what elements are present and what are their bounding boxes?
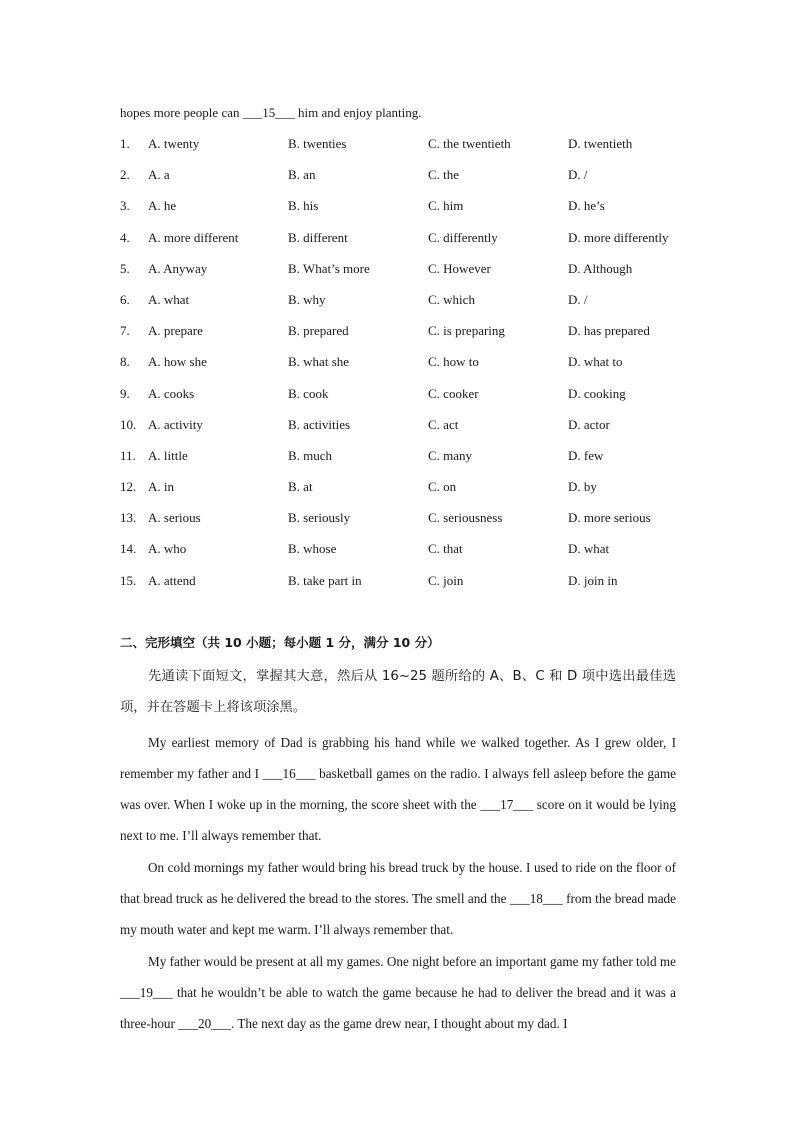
option-d: D. twentieth (568, 136, 633, 151)
option-c: C. which (428, 291, 475, 307)
option-b: B. prepared (288, 323, 349, 339)
question-number: 8. (120, 354, 130, 370)
section-instruction: 先通读下面短文，掌握其大意，然后从 16~25 题所给的 A、B、C 和 D 项中选出最佳选项，并在答题卡上将该项涂黑。 (120, 669, 676, 715)
question-number: 14. (120, 541, 137, 557)
passage-paragraph: My earliest memory of Dad is grabbing his hand while we walked together. As I grew older, I remember my father and I ___16___ basketball games on the radio. I always fell asleep before the game was over. When I woke up in the morning, the score sheet with the ___17___ score on it would be lying next to me. I’ll always remember that. (120, 735, 676, 843)
option-c: C. cooker (428, 385, 479, 401)
option-d: D. what to (568, 354, 623, 370)
option-c: C. how to (428, 354, 479, 370)
option-d: D. what (568, 541, 610, 557)
option-d: D. by (568, 479, 597, 495)
cloze-intro-line: hopes more people can ___15___ him and enjoy planting. (120, 105, 422, 120)
option-row (120, 478, 720, 509)
option-a: A. a (148, 167, 170, 183)
option-row (120, 197, 720, 228)
option-d: D. has prepared (568, 323, 650, 339)
option-c: C. However (428, 260, 491, 276)
option-row (120, 447, 720, 478)
option-b: B. his (288, 198, 319, 214)
option-row (120, 509, 720, 540)
option-c: C. differently (428, 229, 498, 245)
option-row (120, 353, 720, 384)
option-c: C. join (428, 572, 464, 588)
option-a: A. who (148, 541, 187, 557)
option-b: B. whose (288, 541, 337, 557)
question-number: 13. (120, 510, 137, 526)
option-a: A. more different (148, 229, 239, 245)
option-d: D. more serious (568, 510, 651, 526)
option-b: B. activities (288, 416, 351, 432)
option-b: B. different (288, 229, 348, 245)
option-row (120, 291, 720, 322)
option-a: A. he (148, 198, 177, 214)
question-number: 6. (120, 291, 130, 307)
option-c: C. seriousness (428, 510, 503, 526)
option-a: A. twenty (148, 136, 200, 151)
option-b: B. an (288, 167, 316, 183)
option-d: D. few (568, 447, 604, 463)
option-row (120, 166, 720, 197)
question-number: 7. (120, 323, 130, 339)
option-d: D. actor (568, 416, 610, 432)
option-a: A. serious (148, 510, 201, 526)
passage-paragraph: On cold mornings my father would bring his bread truck by the house. I used to ride on the floor of that bread truck as he delivered the bread to the stores. The smell and the ___18___ from the bread made my mouth water and kept me warm. I’ll always remember that. (120, 860, 676, 937)
option-c: C. him (428, 198, 464, 214)
option-c: C. on (428, 479, 457, 495)
option-c: C. is preparing (428, 323, 505, 339)
question-number: 11. (120, 447, 136, 463)
option-d: D. he’s (568, 198, 605, 214)
option-a: A. activity (148, 416, 203, 432)
option-c: C. that (428, 541, 463, 557)
question-number: 12. (120, 479, 137, 495)
option-c: C. the twentieth (428, 136, 511, 151)
option-d: D. join in (568, 572, 618, 588)
option-c: C. the (428, 167, 460, 183)
question-number: 2. (120, 167, 130, 183)
option-row (120, 540, 720, 571)
option-a: A. little (148, 447, 188, 463)
option-a: A. how she (148, 354, 207, 370)
option-d: D. / (568, 167, 588, 183)
option-row (120, 260, 720, 291)
question-number: 1. (120, 136, 130, 151)
section-title: 二、完形填空（共 10 小题；每小题 1 分，满分 10 分） (120, 635, 440, 650)
question-number: 5. (120, 260, 130, 276)
option-b: B. cook (288, 385, 329, 401)
passage-paragraph: My father would be present at all my games. One night before an important game my father told me ___19___ that he wouldn’t be able to watch the game because he had to deliver the bread and it was a three-hour ___20___. The next day as the game drew near, I thought about my dad. I (120, 954, 676, 1031)
option-d: D. / (568, 291, 588, 307)
option-b: B. twenties (288, 136, 347, 151)
option-c: C. many (428, 447, 473, 463)
option-d: D. Although (568, 260, 633, 276)
option-a: A. in (148, 479, 174, 495)
option-row (120, 135, 720, 166)
option-b: B. what she (288, 354, 350, 370)
option-row (120, 229, 720, 260)
option-a: A. prepare (148, 323, 203, 339)
option-a: A. what (148, 291, 190, 307)
option-b: B. much (288, 447, 333, 463)
option-row (120, 416, 720, 447)
option-row (120, 322, 720, 353)
option-b: B. at (288, 479, 313, 495)
option-a: A. cooks (148, 385, 195, 401)
question-number: 9. (120, 385, 130, 401)
option-d: D. more differently (568, 229, 669, 245)
question-number: 10. (120, 416, 137, 432)
question-number: 4. (120, 229, 130, 245)
option-b: B. take part in (288, 572, 362, 588)
option-row (120, 385, 720, 416)
option-row (120, 572, 720, 603)
option-c: C. act (428, 416, 459, 432)
question-number: 3. (120, 198, 130, 214)
options-list (120, 135, 720, 603)
option-b: B. seriously (288, 510, 351, 526)
option-d: D. cooking (568, 385, 626, 401)
option-a: A. attend (148, 572, 196, 588)
option-a: A. Anyway (148, 260, 208, 276)
option-b: B. why (288, 291, 326, 307)
option-b: B. What’s more (288, 260, 370, 276)
question-number: 15. (120, 572, 137, 588)
